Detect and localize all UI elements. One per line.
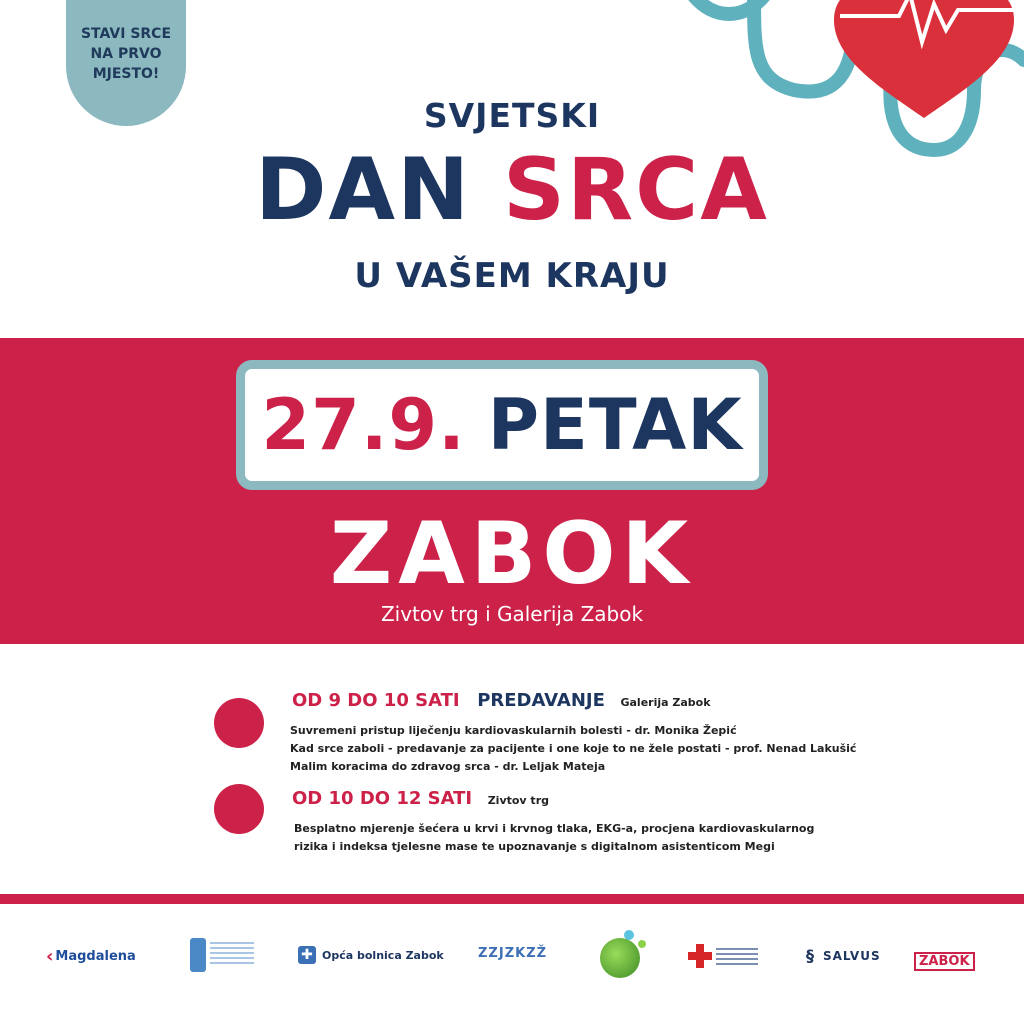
- schedule-item-1-location: Galerija Zabok: [620, 696, 711, 709]
- magdalena-mark-icon: ‹: [46, 946, 54, 967]
- logo-institution-text-graphic: [210, 942, 254, 966]
- logo-red-cross-icon: [688, 944, 712, 968]
- schedule-item-1-line: Kad srce zaboli - predavanje za pacijente i one koje to ne žele postati - prof. Nenad Lakušić: [290, 742, 857, 755]
- logo-zzjzkzz: [478, 946, 547, 961]
- logo-zabok-text: ZABOK: [919, 954, 970, 969]
- slogan-line-3: MJESTO!: [92, 66, 160, 82]
- logo-magdalena: [46, 946, 136, 967]
- schedule-item-2-location: Zivtov trg: [487, 794, 549, 807]
- main-title-part-1: DAN: [255, 140, 472, 240]
- schedule-item-1-line: Malim koracima do zdravog srca - dr. Leljak Mateja: [290, 760, 606, 773]
- hospital-cross-icon: ✚: [298, 946, 316, 964]
- logo-opca-bolnica-text: Opća bolnica Zabok: [322, 948, 444, 962]
- logo-zabok: [914, 952, 975, 971]
- schedule-item-2-header: [292, 788, 549, 809]
- slogan-line-2: NA PRVO: [90, 46, 162, 62]
- heading-sub: U VAŠEM KRAJU: [354, 256, 670, 296]
- schedule-item-1-header: [292, 690, 711, 711]
- logo-zzjzkzz-text: ZZJZKZŽ: [478, 946, 548, 961]
- main-title-part-2: SRCA: [503, 140, 769, 240]
- sponsor-logos: [0, 930, 1024, 990]
- logo-institution-icon: [190, 938, 206, 972]
- logo-opca-bolnica: [298, 946, 444, 964]
- logo-green-dot-icon: [638, 940, 646, 948]
- logo-salvus-text: SALVUS: [823, 948, 881, 963]
- logo-red-cross-text-graphic: [716, 948, 758, 966]
- schedule-item-2-line: rizika i indeksa tjelesne mase te upoznavanje s digitalnom asistenticom Megi: [294, 840, 775, 853]
- schedule-item-1-details: [290, 722, 856, 776]
- schedule-bullet-1: [214, 698, 264, 748]
- event-place: Zivtov trg i Galerija Zabok: [380, 602, 644, 626]
- schedule-item-1-line: Suvremeni pristup liječenju kardiovaskularnih bolesti - dr. Monika Žepić: [290, 724, 737, 737]
- slogan-line-1: STAVI SRCE: [80, 26, 172, 42]
- heading-top: SVJETSKI: [423, 96, 601, 135]
- logo-green-globe-icon: [600, 938, 640, 978]
- schedule-bullet-2: [214, 784, 264, 834]
- event-city: ZABOK: [329, 504, 695, 604]
- event-day: PETAK: [487, 384, 743, 466]
- date-box: [236, 360, 768, 490]
- logo-salvus: [806, 946, 881, 965]
- schedule-item-1-time: OD 9 DO 10 SATI: [292, 690, 460, 711]
- schedule-item-2-time: OD 10 DO 12 SATI: [292, 788, 473, 809]
- logo-magdalena-text: Magdalena: [55, 949, 136, 964]
- salvus-mark-icon: §: [806, 946, 815, 965]
- event-date: 27.9.: [261, 384, 466, 466]
- event-band: [0, 338, 1024, 644]
- schedule-item-1-title: PREDAVANJE: [477, 690, 605, 711]
- footer-divider: [0, 894, 1024, 904]
- main-title: [0, 140, 1024, 240]
- schedule-item-2-details: [294, 820, 814, 856]
- logo-green-dot-icon: [624, 930, 634, 940]
- schedule-item-2-line: Besplatno mjerenje šećera u krvi i krvnog tlaka, EKG-a, procjena kardiovaskularnog: [294, 822, 815, 835]
